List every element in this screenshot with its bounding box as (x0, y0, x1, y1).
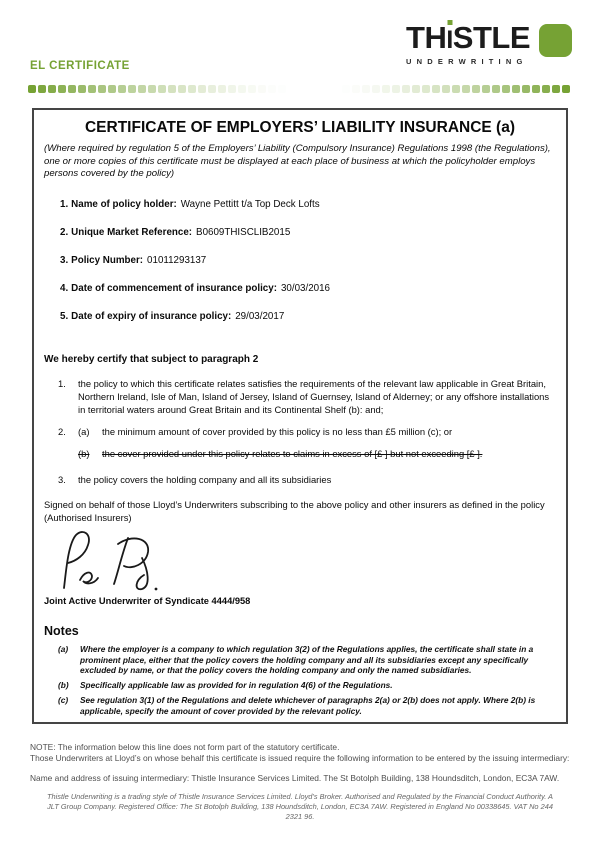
divider-square (382, 85, 390, 93)
divider-square (492, 85, 500, 93)
policy-field-market-reference: 2. Unique Market Reference: B0609THISCLIB2015 (60, 227, 291, 239)
divider-square (392, 85, 400, 93)
divider-square (188, 85, 196, 93)
divider-square (422, 85, 430, 93)
divider-square (88, 85, 96, 93)
certificate-box (32, 108, 568, 724)
divider-square (228, 85, 236, 93)
logo-green-square-icon (539, 24, 572, 57)
doc-type-label: EL CERTIFICATE (30, 60, 130, 72)
policy-field-name: 1. Name of policy holder: Wayne Pettitt t/a Top Deck Lofts (60, 199, 320, 211)
divider-square (462, 85, 470, 93)
divider-square (218, 85, 226, 93)
divider-square (158, 85, 166, 93)
divider-square (98, 85, 106, 93)
policy-field-expiry-date: 5. Date of expiry of insurance policy: 29/03/2017 (60, 311, 285, 323)
divider-square (148, 85, 156, 93)
divider-square (542, 85, 550, 93)
divider-square (452, 85, 460, 93)
footer (30, 742, 570, 822)
note-c: (c) See regulation 3(1) of the Regulations and delete whichever of paragraphs 2(a) or 2(b) does not apply. Where 2(b) is applicable, specify the amount of cover provided by the relevant policy. (58, 694, 536, 716)
expiry-date-value: 29/03/2017 (235, 311, 285, 323)
notes-heading: Notes (44, 623, 79, 638)
divider-square (208, 85, 216, 93)
divider-square (118, 85, 126, 93)
divider-square (168, 85, 176, 93)
divider-square (372, 85, 380, 93)
divider-square (502, 85, 510, 93)
divider-square (178, 85, 186, 93)
footer-intermediary: Name and address of issuing intermediary: Thistle Insurance Services Limited. The St Botolph Building, 138 Houndsditch, London, EC3A 7AW. (30, 773, 560, 783)
divider-square (342, 85, 350, 93)
policy-field-policy-number: 3. Policy Number: 01011293137 (60, 255, 207, 267)
dotted-divider-left (28, 85, 296, 94)
signed-statement: Signed on behalf of those Lloyd’s Underwriters subscribing to the above policy and other insurers as defined in the policy (Authorised Insurers) (44, 499, 545, 524)
divider-square (432, 85, 440, 93)
divider-square (138, 85, 146, 93)
divider-square (352, 85, 360, 93)
divider-square (482, 85, 490, 93)
divider-square (28, 85, 36, 93)
divider-square (258, 85, 266, 93)
thistle-logo-text (406, 22, 530, 66)
signature-scribble (56, 530, 206, 592)
divider-square (472, 85, 480, 93)
dotted-divider-right (332, 85, 570, 94)
divider-square (412, 85, 420, 93)
footer-note-line2: Those Underwriters at Lloyd’s on whose behalf this certificate is issued require the following information to be entered by the issuing intermediary: (30, 753, 570, 763)
certify-item-3: 3. the policy covers the holding company and all its subsidiaries (58, 473, 332, 485)
divider-square (128, 85, 136, 93)
divider-square (442, 85, 450, 93)
policy-number-value: 01011293137 (147, 255, 207, 267)
policy-holder-value: Wayne Pettitt t/a Top Deck Lofts (180, 199, 320, 211)
certificate-intro: (Where required by regulation 5 of the Employers’ Liability (Compulsory Insurance) Regulations 1998 (the Regulations), one or more copies of this certificate must be displayed at each place of business at which the policyholder employs persons covered by the policy) (44, 143, 551, 180)
thistle-logo (406, 22, 572, 66)
divider-square (78, 85, 86, 93)
signature (56, 530, 556, 592)
market-reference-value: B0609THISCLIB2015 (196, 227, 291, 239)
certify-item-2b-struck: (b) the cover provided under this policy relates to claims in excess of [£ ] but not exceeding [£ ]. (78, 447, 483, 459)
divider-square (512, 85, 520, 93)
policy-fields (60, 199, 556, 323)
note-b: (b) Specifically applicable law as provided for in regulation 4(6) of the Regulations. (58, 680, 393, 691)
divider-square (38, 85, 46, 93)
divider-square (532, 85, 540, 93)
divider-square (552, 85, 560, 93)
policy-field-commencement-date: 4. Date of commencement of insurance policy: 30/03/2016 (60, 283, 331, 295)
certificate-title: CERTIFICATE OF EMPLOYERS’ LIABILITY INSURANCE (a) (84, 119, 515, 136)
divider-square (48, 85, 56, 93)
divider-square (522, 85, 530, 93)
divider-square (278, 85, 286, 93)
signature-caption: Joint Active Underwriter of Syndicate 4444/958 (44, 595, 251, 606)
divider-square (198, 85, 206, 93)
divider-square (238, 85, 246, 93)
thistle-logo-subtitle: UNDERWRITING (406, 56, 528, 66)
certify-item-1: 1. the policy to which this certificate relates satisfies the requirements of the relevant law applicable in Great Britain, Northern Ireland, Isle of Man, Island of Jersey, Island of Guernsey, Island of Alderney; or any offshore installations in territorial waters around Great Britain and its Continental Shelf (b): and; (58, 378, 550, 415)
divider-square (58, 85, 66, 93)
divider-square (248, 85, 256, 93)
divider-square (362, 85, 370, 93)
footer-legal: Thistle Underwriting is a trading style of Thistle Insurance Services Limited. Lloyd’s Broker. Authorised and Regulated by the Financial Conduct Authority. A JLT Group Company. Registered Office: The St Botolph Building, 138 Houndsditch, London, EC3A 7AW. Registered in England No 00338645. VAT No 244 2321 96. (47, 792, 553, 821)
divider-square (562, 85, 570, 93)
logo-i-dot (447, 20, 452, 25)
divider-square (68, 85, 76, 93)
divider-square (268, 85, 276, 93)
thistle-logo-name: THI STLE (406, 20, 530, 55)
divider-square (402, 85, 410, 93)
certify-heading: We hereby certify that subject to paragraph 2 (44, 354, 259, 366)
divider-square (108, 85, 116, 93)
footer-note-line1: NOTE: The information below this line does not form part of the statutory certificate. (30, 742, 340, 752)
note-a: (a) Where the employer is a company to which regulation 3(2) of the Regulations applies, the certificate shall state in a prominent place, either that the policy covers the holding company and all its subsidiaries except any specifically excluded by name, or that the policy covers the holding company and only the named subsidiaries. (58, 643, 534, 676)
certify-item-2a: 2. (a) the minimum amount of cover provided by this policy is no less than £5 million (c); or (58, 426, 453, 438)
commencement-date-value: 30/03/2016 (280, 283, 331, 295)
footer-note (30, 742, 570, 764)
